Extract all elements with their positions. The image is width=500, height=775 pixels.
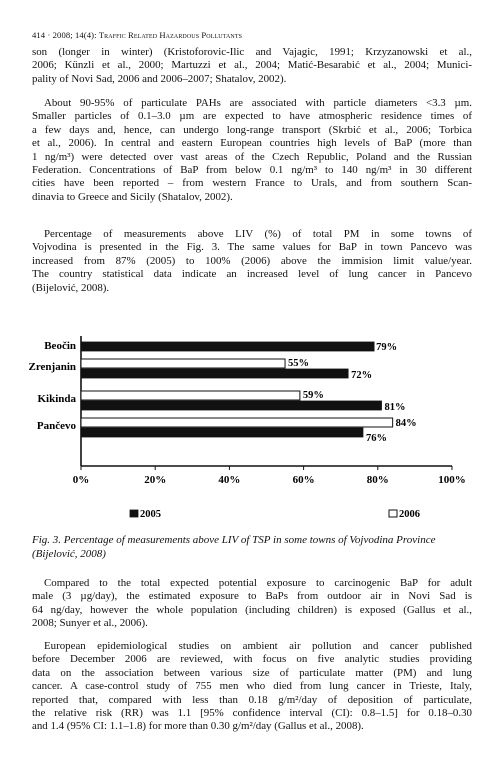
text-line: the relative risk (RR) was 1.1 [95% confidence interval (CI): 0.8–1.5] for 0.18–0.30 bbox=[32, 707, 472, 720]
x-tick-label: 60% bbox=[292, 474, 315, 486]
paragraph-3 bbox=[32, 228, 472, 295]
text-line: cities have been reported – from western France to Urals, and from southern Scan- bbox=[32, 177, 472, 190]
category-label: Beočin bbox=[44, 340, 76, 352]
text-line: 64 ng/day, however the whole population (including children) is exposed (Gallus et al., bbox=[32, 603, 472, 616]
text-line: increased from 87% (2005) to 100% (2006) above the immision limit value/year. bbox=[32, 254, 472, 267]
data-label: 72% bbox=[351, 370, 373, 381]
text-line: 2008; Sunyer et al., 2006). bbox=[32, 617, 148, 630]
text-line: Vojvodina is presented in the Fig. 3. The same values for BaP in town Pancevo was bbox=[32, 241, 472, 254]
text-line: before December 2006 are reviewed, with focus on five analytic studies providing bbox=[32, 653, 472, 666]
text-line: dinavia to Greece and Sicily (Shatalov, 2002). bbox=[32, 190, 233, 203]
paragraph-5 bbox=[32, 640, 472, 734]
x-tick-label: 40% bbox=[218, 474, 241, 486]
text-line: 2006; Künzli et al., 2000; Martuzzi et al., 2004; Matić-Besarabić et al., 2004; Munici- bbox=[32, 59, 472, 72]
figure-3-chart bbox=[0, 318, 500, 533]
x-tick-label: 0% bbox=[72, 474, 90, 486]
bar-2005 bbox=[81, 401, 382, 410]
text-line: a few days and, hence, can undergo long-range transport (Skrbić et al., 2006; Torbica bbox=[32, 123, 472, 136]
text-line: (Bijelović, 2008). bbox=[32, 281, 110, 294]
text-line: son (longer in winter) (Kristoforovic-Ilic and Vajagic, 1991; Krzyzanowski et al., bbox=[32, 46, 472, 58]
text-line: About 90-95% of particulate PAHs are associated with particle diameters <3.3 µm. bbox=[44, 97, 472, 109]
x-tick-label: 20% bbox=[144, 474, 167, 486]
paragraph-2 bbox=[32, 97, 472, 204]
text-line: and 1.4 (95% CI: 1.1–1.8) for more than 0.30 g/m²/day (Gallus et al., 2008). bbox=[32, 720, 364, 733]
text-line: The country statistical data indicate an increased level of lung cancer in Pancevo bbox=[32, 268, 472, 281]
legend-label-2006: 2006 bbox=[399, 509, 420, 520]
data-label: 79% bbox=[376, 342, 398, 353]
figure-caption: Fig. 3. Percentage of measurements above LIV of TSP in some towns of Vojvodina Province (Bijelović, 2008) bbox=[32, 534, 436, 560]
bar-2005 bbox=[81, 428, 363, 437]
data-label: 59% bbox=[302, 390, 324, 401]
data-label: 55% bbox=[288, 358, 310, 369]
running-header bbox=[32, 30, 242, 40]
text-line: pality of Novi Sad, 2006 and 2006–2007; Shatalov, 2002). bbox=[32, 72, 287, 85]
bar-2005 bbox=[81, 342, 374, 351]
text-line: Percentage of measurements above LIV (%) of total PM in some towns of bbox=[44, 228, 472, 240]
header-journal-title: Traffic Related Hazardous Pollutants bbox=[98, 30, 243, 40]
text-line: cancer. A case-control study of 755 men who died from lung cancer in Trieste, Italy, bbox=[32, 680, 472, 693]
text-line: Federation. Concentrations of BaP from below 0.1 ng/m³ to 140 ng/m³ in 30 different bbox=[32, 164, 472, 177]
x-tick-label: 80% bbox=[366, 474, 389, 486]
text-line: European epidemiological studies on ambient air pollution and cancer published bbox=[44, 640, 472, 652]
header-page-issue: 414 · 2008; 14(4): bbox=[32, 30, 99, 40]
legend-label-2005: 2005 bbox=[140, 509, 161, 520]
text-line: Smaller particles of 0.1–3.0 µm are expected to have atmospheric residence times of bbox=[32, 110, 472, 123]
data-label: 81% bbox=[384, 402, 406, 413]
x-tick-label: 100% bbox=[438, 474, 466, 486]
text-line: reported that, compared with less than 0.18 g/m²/day of deposition of particulate, bbox=[32, 693, 472, 706]
text-line: 1 ng/m³) were detected over vast areas of the Czech Republic, Poland and the Russian bbox=[32, 150, 472, 163]
category-label: Pančevo bbox=[36, 420, 76, 432]
bar-2006 bbox=[81, 418, 393, 427]
text-line: data on the association between various size of particulate matter (PM) and lung bbox=[32, 666, 472, 679]
paragraph-4 bbox=[32, 577, 472, 631]
text-line: male (3 µg/day), the estimated exposure to BaPs from outdoor air in Novi Sad is bbox=[32, 590, 472, 603]
category-label: Kikinda bbox=[37, 393, 76, 405]
text-line: et al., 2006). In central and eastern European countries high levels of BaP (more than bbox=[32, 137, 472, 150]
category-label: Zrenjanin bbox=[28, 361, 76, 373]
bar-2006 bbox=[81, 359, 285, 368]
legend-swatch-2005 bbox=[130, 510, 138, 517]
paragraph-1 bbox=[32, 46, 472, 86]
legend-swatch-2006 bbox=[389, 510, 397, 517]
bar-2006 bbox=[81, 391, 300, 400]
text-line: Compared to the total expected potential exposure to carcinogenic BaP for adult bbox=[44, 577, 472, 589]
bar-2005 bbox=[81, 369, 348, 378]
data-label: 84% bbox=[395, 418, 417, 429]
data-label: 76% bbox=[365, 433, 387, 444]
